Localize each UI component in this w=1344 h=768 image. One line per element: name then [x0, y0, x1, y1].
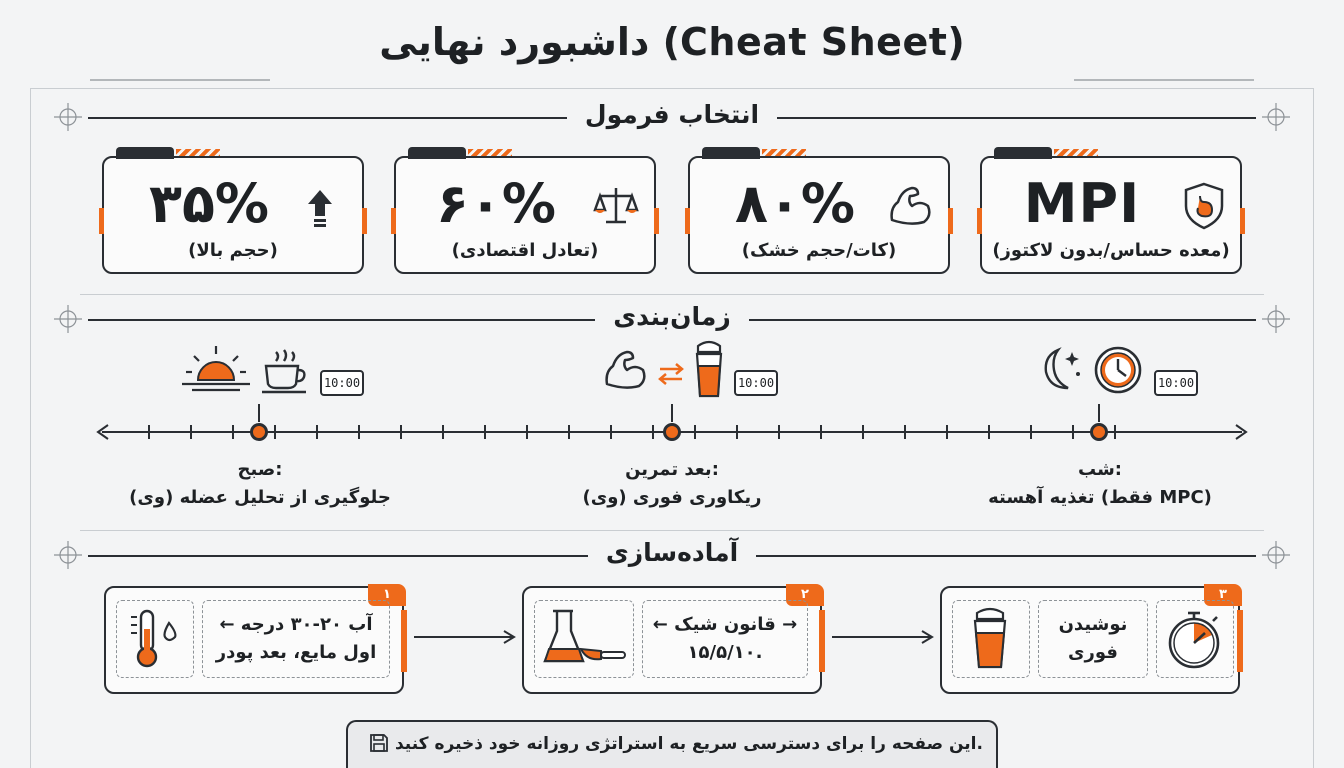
shaker-icon [692, 340, 726, 400]
step-icon-box [952, 600, 1030, 678]
moon-stars-icon [1032, 344, 1086, 396]
clock-display: 10:00 [734, 370, 778, 396]
step-line-2: اول مایع، بعد پودر [215, 642, 377, 663]
clock-display: 10:00 [1154, 370, 1198, 396]
timeline-tick [946, 425, 948, 439]
stopwatch-icon [1157, 601, 1231, 675]
timeline-stem [671, 404, 673, 422]
balance-scale-icon [592, 180, 640, 232]
card-value: ۸۰% [734, 172, 856, 235]
timeline-marker-morning [250, 423, 268, 441]
timeline-tick [526, 425, 528, 439]
flexed-arm-icon [600, 344, 650, 396]
step-text-box [1038, 600, 1148, 678]
shaker-icon [953, 601, 1027, 675]
thermometer-water-icon [117, 601, 191, 675]
section-title-timing: زمان‌بندی [595, 302, 749, 331]
shield-stomach-icon [1180, 180, 1228, 232]
section-title-formula: انتخاب فرمول [567, 100, 777, 129]
footer-banner [346, 720, 998, 768]
step-line-1: ← آب ۲۰-۳۰ درجه [219, 614, 373, 635]
flask-scoop-icon [535, 601, 631, 675]
step-icon-box [116, 600, 194, 678]
card-cut-dry [688, 156, 950, 274]
timeline-tick [1114, 425, 1116, 439]
step-arrow-1 [412, 627, 518, 647]
timeline-point-title: شب: [1078, 459, 1122, 480]
timeline-tick [568, 425, 570, 439]
timeline-tick [274, 425, 276, 439]
card-high-volume [102, 156, 364, 274]
step-number: ۳ [1204, 584, 1242, 606]
timeline-tick [988, 425, 990, 439]
section-title-prep: آماده‌سازی [588, 538, 756, 567]
coffee-cup-icon [260, 346, 312, 396]
page-title: داشبورد نهایی (Cheat Sheet) [379, 20, 965, 64]
step-number: ۲ [786, 584, 824, 606]
card-sensitive-stomach [980, 156, 1242, 274]
timeline-tick [1030, 425, 1032, 439]
timeline-tick [358, 425, 360, 439]
timeline-point-title: صبح: [237, 459, 283, 480]
timeline-point-detail: جلوگیری از تحلیل عضله (وی) [129, 487, 391, 508]
step-text-box [202, 600, 390, 678]
timeline-tick [652, 425, 654, 439]
step-arrow-2 [830, 627, 936, 647]
clock-display: 10:00 [320, 370, 364, 396]
save-icon [369, 733, 389, 753]
timeline-tick [484, 425, 486, 439]
swap-arrows-icon [656, 362, 686, 386]
timeline-tick [316, 425, 318, 439]
step-card-2 [522, 586, 822, 694]
timeline-point-detail: تغذیه آهسته (فقط MPC) [988, 487, 1212, 508]
timeline-tick [400, 425, 402, 439]
timeline-tick [1072, 425, 1074, 439]
section-prep [0, 538, 1344, 567]
timeline-point-detail: ریکاوری فوری (وی) [582, 487, 762, 508]
timeline-marker-night [1090, 423, 1108, 441]
timeline-postworkout-label [512, 456, 832, 512]
sunrise-icon [180, 342, 252, 398]
card-caption: (کات/حجم خشک) [741, 240, 897, 261]
timeline-tick [232, 425, 234, 439]
card-economic-balance [394, 156, 656, 274]
step-line-1: نوشیدن فوری [1058, 614, 1128, 663]
timeline-tick [694, 425, 696, 439]
card-caption: (معده حساس/بدون لاکتوز) [992, 240, 1230, 261]
timeline-night-label [940, 456, 1260, 512]
timeline-tick [778, 425, 780, 439]
timeline-stem [1098, 404, 1100, 422]
footer-text: این صفحه را برای دسترسی سریع به استراتژی روزانه خود ذخیره کنید. [394, 734, 983, 754]
timeline-tick [190, 425, 192, 439]
timeline-tick [148, 425, 150, 439]
timeline-tick [610, 425, 612, 439]
step-card-3 [940, 586, 1240, 694]
timeline-point-title: بعد تمرین: [625, 459, 719, 480]
timeline-tick [904, 425, 906, 439]
timeline-morning-label [100, 456, 420, 512]
step-text-box [642, 600, 808, 678]
step-line-1: ← قانون شیک → [652, 614, 798, 635]
timeline-stem [258, 404, 260, 422]
timeline-tick [820, 425, 822, 439]
card-value: ۶۰% [435, 172, 557, 235]
step-icon-box [1156, 600, 1234, 678]
section-timing [0, 302, 1344, 331]
step-card-1 [104, 586, 404, 694]
step-number: ۱ [368, 584, 406, 606]
timeline-tick [442, 425, 444, 439]
card-value: MPI [1023, 172, 1141, 235]
step-icon-box [534, 600, 634, 678]
timeline-tick [862, 425, 864, 439]
timeline-tick [736, 425, 738, 439]
card-caption: (تعادل اقتصادی) [451, 240, 599, 261]
step-line-2: ۱۵/۵/۱۰. [687, 642, 763, 663]
card-caption: (حجم بالا) [188, 240, 278, 261]
clock-icon [1092, 344, 1144, 396]
card-value: ۳۵% [148, 172, 270, 235]
timeline-marker-postworkout [663, 423, 681, 441]
section-formula [0, 100, 1344, 129]
